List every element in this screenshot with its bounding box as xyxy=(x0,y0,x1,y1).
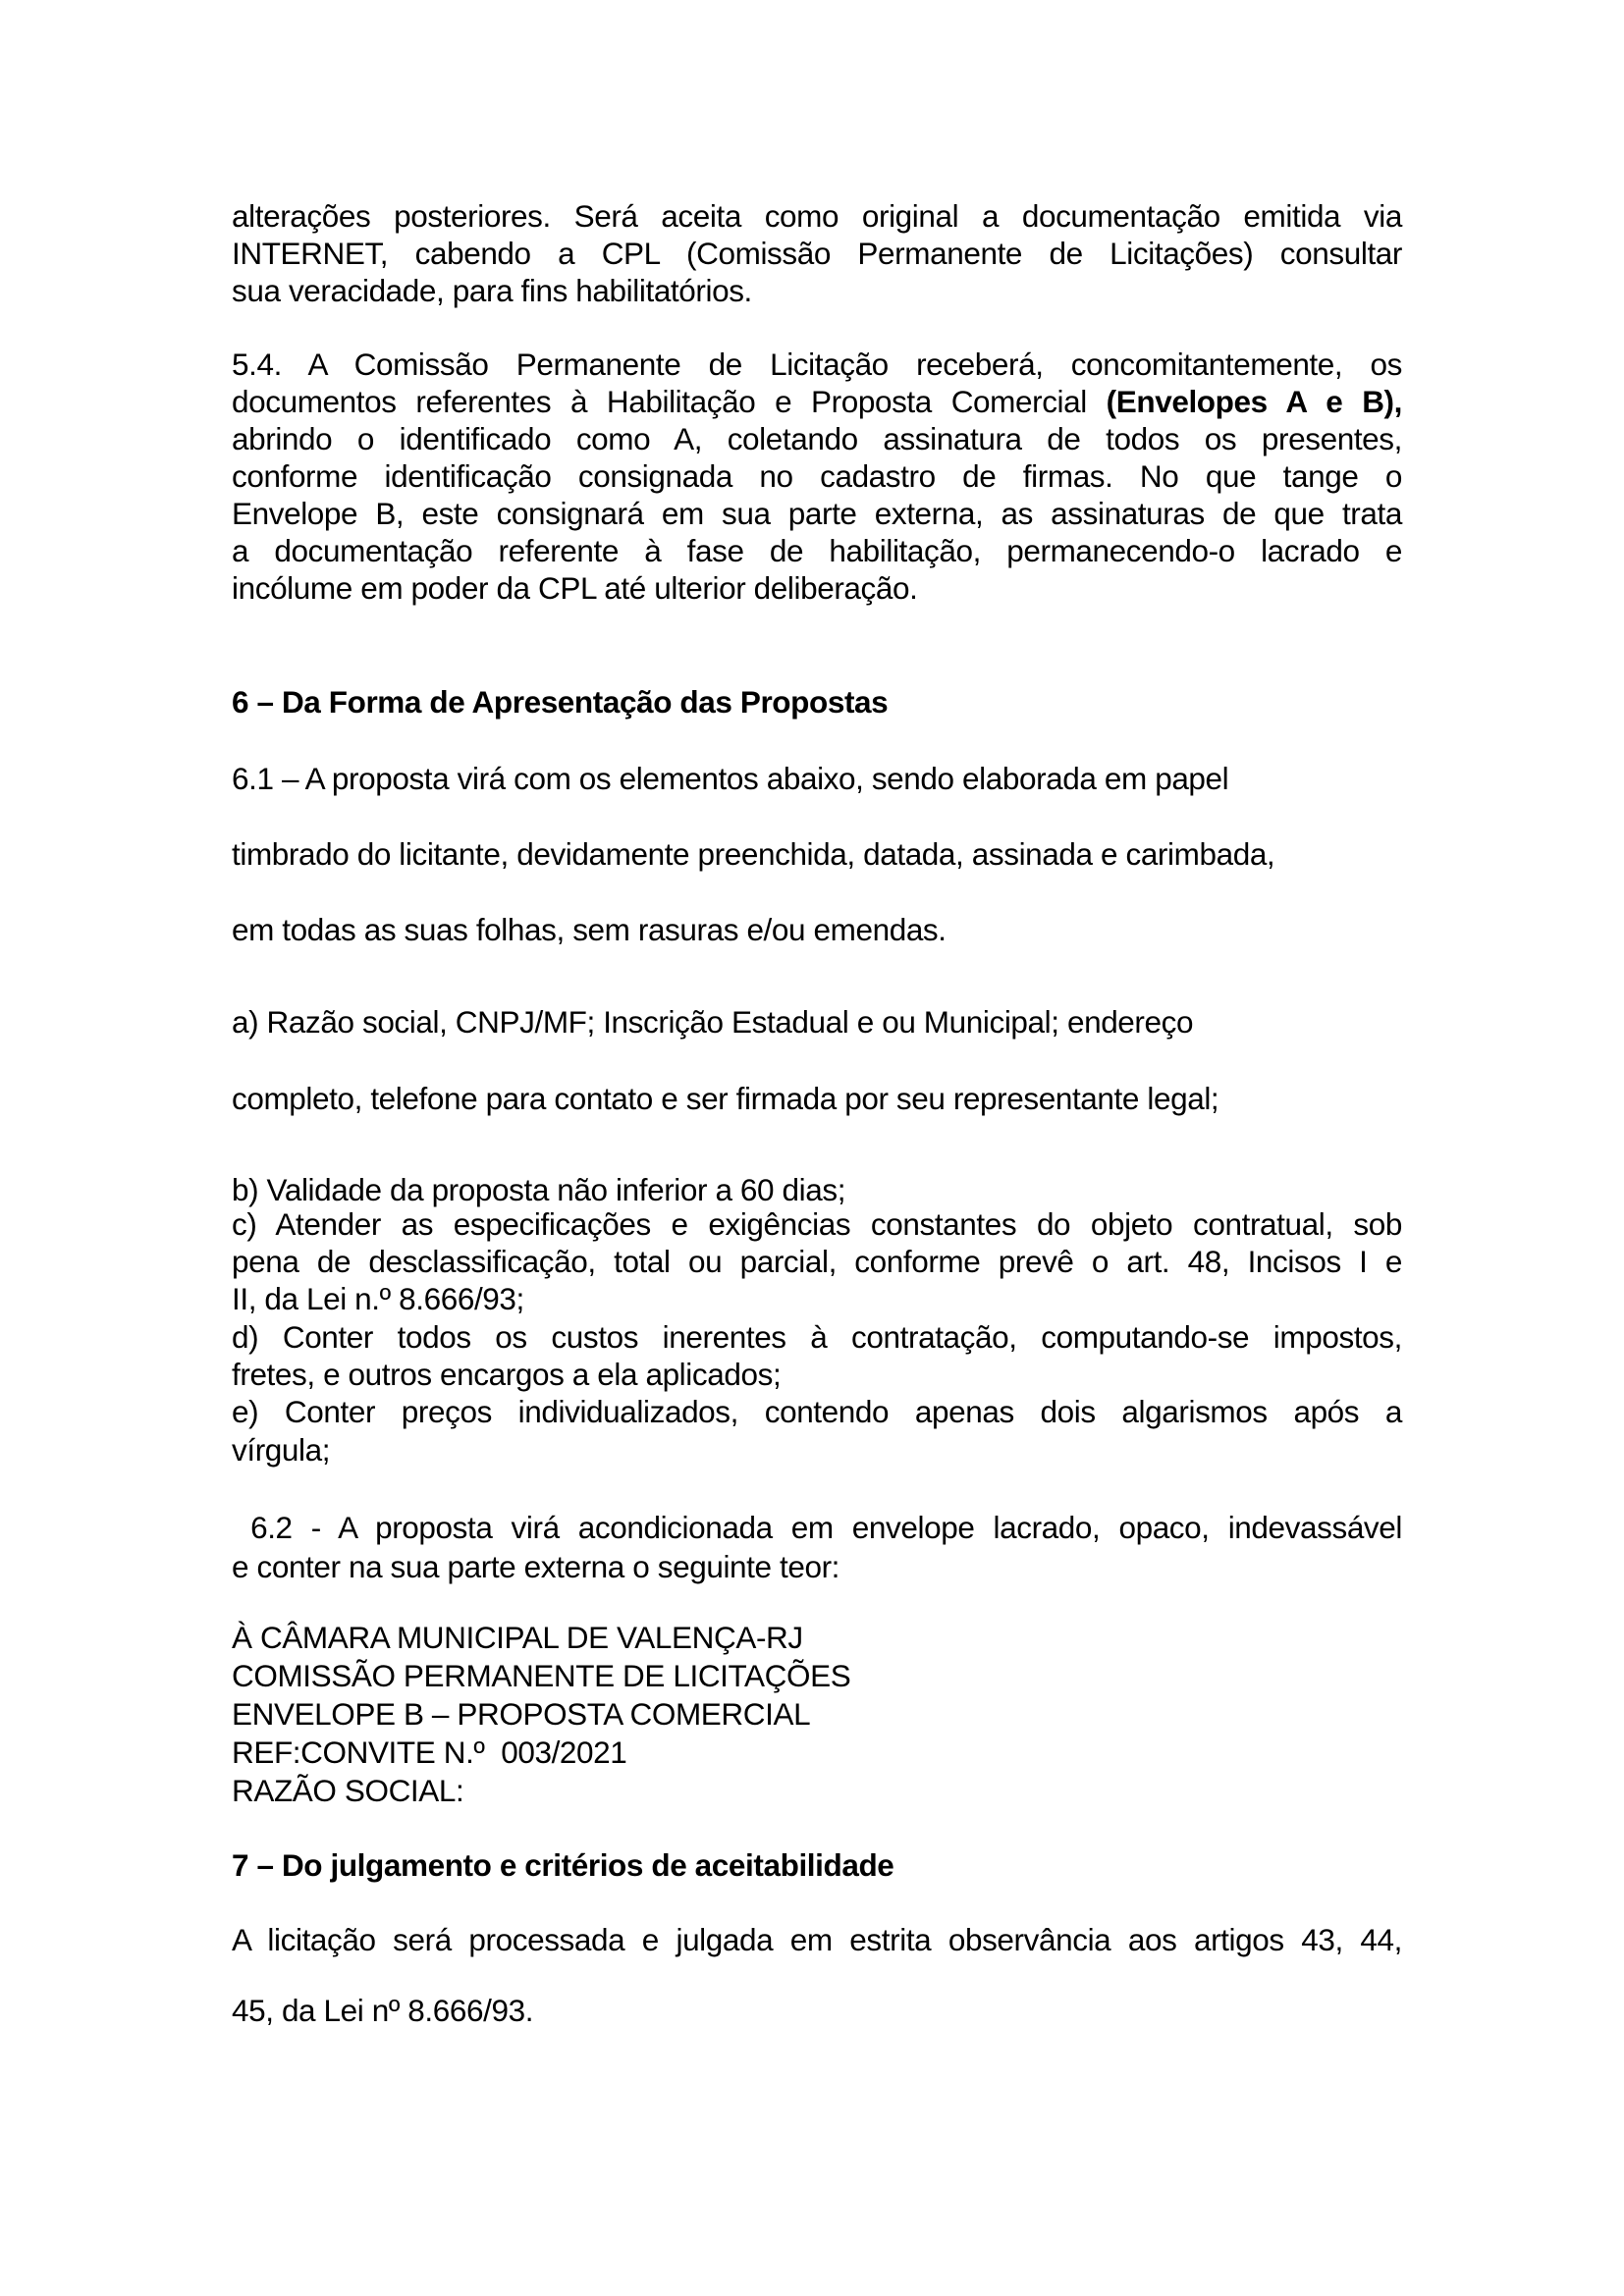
clause-6-1-line: timbrado do licitante, devidamente preenchida, datada, assinada e carimbada, xyxy=(232,836,1275,872)
clause-5-4-line: conforme identificação consignada no cadastro de firmas. No que tange o xyxy=(232,458,1402,494)
envelope-label-razao-social: RAZÃO SOCIAL: xyxy=(232,1773,464,1808)
clause-5-4-line: a documentação referente à fase de habilitação, permanecendo-o lacrado e xyxy=(232,533,1402,568)
intro-paragraph-line: sua veracidade, para fins habilitatórios. xyxy=(232,273,752,308)
clause-5-4-bold-text: (Envelopes A e B), xyxy=(1106,384,1402,419)
section-7-body-line: 45, da Lei nº 8.666/93. xyxy=(232,1993,534,2028)
item-a-line: completo, telefone para contato e ser firmada por seu representante legal; xyxy=(232,1081,1219,1116)
envelope-label-ref: REF:CONVITE N.º 003/2021 xyxy=(232,1735,627,1770)
clause-5-4-line: Envelope B, este consignará em sua parte externa, as assinaturas de que trata xyxy=(232,496,1402,531)
envelope-label-addressee: À CÂMARA MUNICIPAL DE VALENÇA-RJ xyxy=(232,1620,803,1655)
item-e-line: vírgula; xyxy=(232,1432,331,1468)
clause-6-2-line: e conter na sua parte externa o seguinte teor: xyxy=(232,1549,840,1584)
item-c-line: pena de desclassificação, total ou parcial, conforme prevê o art. 48, Incisos I e xyxy=(232,1244,1402,1279)
clause-6-1-line: em todas as suas folhas, sem rasuras e/ou emendas. xyxy=(232,912,947,947)
section-7-heading: 7 – Do julgamento e critérios de aceitabilidade xyxy=(232,1847,894,1883)
clause-5-4-line: 5.4. A Comissão Permanente de Licitação receberá, concomitantemente, os xyxy=(232,347,1402,382)
envelope-label-envelope: ENVELOPE B – PROPOSTA COMERCIAL xyxy=(232,1696,811,1732)
item-c-line: II, da Lei n.º 8.666/93; xyxy=(232,1281,524,1316)
clause-6-1-line: 6.1 – A proposta virá com os elementos abaixo, sendo elaborada em papel xyxy=(232,761,1229,796)
envelope-label-commission: COMISSÃO PERMANENTE DE LICITAÇÕES xyxy=(232,1658,851,1693)
section-6-heading: 6 – Da Forma de Apresentação das Propostas xyxy=(232,684,889,720)
item-d-line: fretes, e outros encargos a ela aplicados; xyxy=(232,1357,782,1392)
clause-6-2-line: 6.2 - A proposta virá acondicionada em envelope lacrado, opaco, indevassável xyxy=(232,1510,1403,1545)
item-e-line: e) Conter preços individualizados, contendo apenas dois algarismos após a xyxy=(232,1394,1402,1429)
item-d-line: d) Conter todos os custos inerentes à contratação, computando-se impostos, xyxy=(232,1319,1402,1355)
item-b-line: b) Validade da proposta não inferior a 60 dias; xyxy=(232,1172,846,1207)
item-c-line: c) Atender as especificações e exigências constantes do objeto contratual, sob xyxy=(232,1206,1402,1242)
intro-paragraph-line: INTERNET, cabendo a CPL (Comissão Permanente de Licitações) consultar xyxy=(232,236,1402,271)
clause-5-4-line: abrindo o identificado como A, coletando assinatura de todos os presentes, xyxy=(232,421,1402,456)
item-a-line: a) Razão social, CNPJ/MF; Inscrição Estadual e ou Municipal; endereço xyxy=(232,1004,1194,1040)
clause-5-4-line xyxy=(232,383,1402,420)
document-text-block xyxy=(232,0,1402,2296)
intro-paragraph-line: alterações posteriores. Será aceita como original a documentação emitida via xyxy=(232,198,1402,234)
clause-5-4-text: documentos referentes à Habilitação e Proposta Comercial xyxy=(232,384,1107,419)
section-7-body-line: A licitação será processada e julgada em estrita observância aos artigos 43, 44, xyxy=(232,1922,1402,1957)
clause-5-4-line: incólume em poder da CPL até ulterior deliberação. xyxy=(232,570,918,606)
